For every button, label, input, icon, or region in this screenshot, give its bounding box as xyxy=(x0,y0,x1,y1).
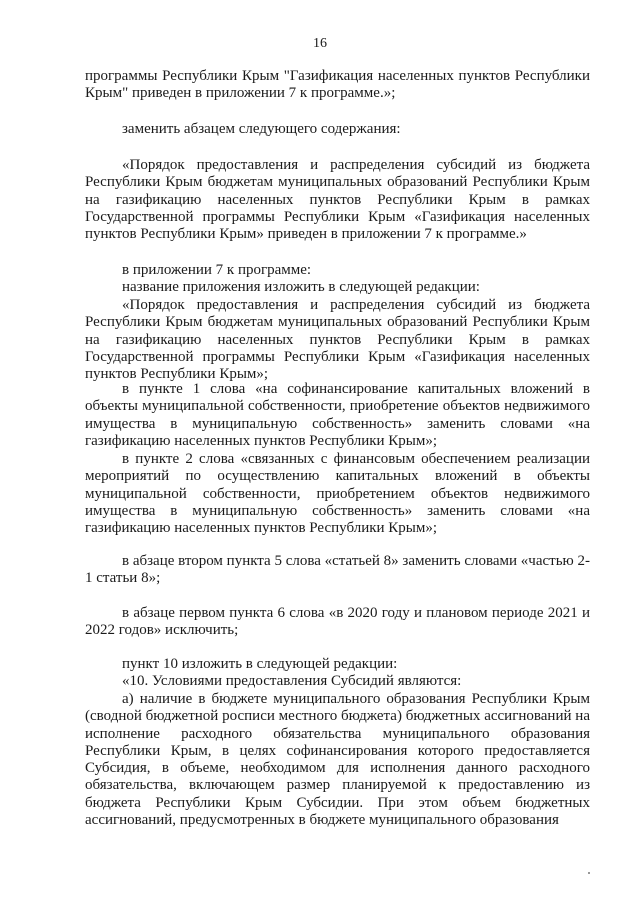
paragraph-11: пункт 10 изложить в следующей редакции: xyxy=(122,656,398,672)
paragraph-10: в абзаце первом пункта 6 слова «в 2020 году и плановом периоде 2021 и 2022 годов» исключить; xyxy=(85,605,590,639)
paragraph-13: а) наличие в бюджете муниципального образования Республики Крым (сводной бюджетной росписи местного бюджета) бюджетных ассигнований на исполнение расходного обязательства муниципального образования Республики Крым, в целях софинансирования которого предоставляется Субсидия, в объеме, необходимом для исполнения данного расходного обязательства, включающем размер планируемой к предоставлению из бюджета Республики Крым Субсидии. При этом объем бюджетных ассигнований, предусмотренных в бюджете муниципального образования xyxy=(85,691,590,829)
scan-speck xyxy=(588,872,590,874)
paragraph-6: «Порядок предоставления и распределения субсидий из бюджета Республики Крым бюджетам муниципальных образований Республики Крым на газификацию населенных пунктов Республики Крым в рамках Государственной программы Республики Крым «Газификация населенных пунктов Республики Крым»; xyxy=(85,297,590,383)
paragraph-8: в пункте 2 слова «связанных с финансовым обеспечением реализации мероприятий по осуществлению капитальных вложений в объекты муниципальной собственности, приобретением объектов недвижимого имущества в муниципальную собственность» заменить словами «на газификацию населенных пунктов Республики Крым»; xyxy=(85,451,590,537)
paragraph-12: «10. Условиями предоставления Субсидий являются: xyxy=(122,673,462,689)
paragraph-7: в пункте 1 слова «на софинансирование капитальных вложений в объекты муниципальной собственности, приобретение объектов недвижимого имущества в муниципальную собственность» заменить словами «на газификацию населенных пунктов Республики Крым»; xyxy=(85,381,590,449)
page-number: 16 xyxy=(313,36,327,51)
paragraph-9: в абзаце втором пункта 5 слова «статьей 8» заменить словами «частью 2-1 статьи 8»; xyxy=(85,553,590,587)
paragraph-2: заменить абзацем следующего содержания: xyxy=(122,121,401,137)
paragraph-4: в приложении 7 к программе: xyxy=(122,262,312,278)
paragraph-3: «Порядок предоставления и распределения субсидий из бюджета Республики Крым бюджетам муниципальных образований Республики Крым на газификацию населенных пунктов Республики Крым в рамках Государственной программы Республики Крым «Газификация населенных пунктов Республики Крым» приведен в приложении 7 к программе.» xyxy=(85,157,590,243)
paragraph-5: название приложения изложить в следующей редакции: xyxy=(122,279,480,295)
paragraph-1: программы Республики Крым "Газификация населенных пунктов Республики Крым" приведен в приложении 7 к программе.»; xyxy=(85,68,590,102)
